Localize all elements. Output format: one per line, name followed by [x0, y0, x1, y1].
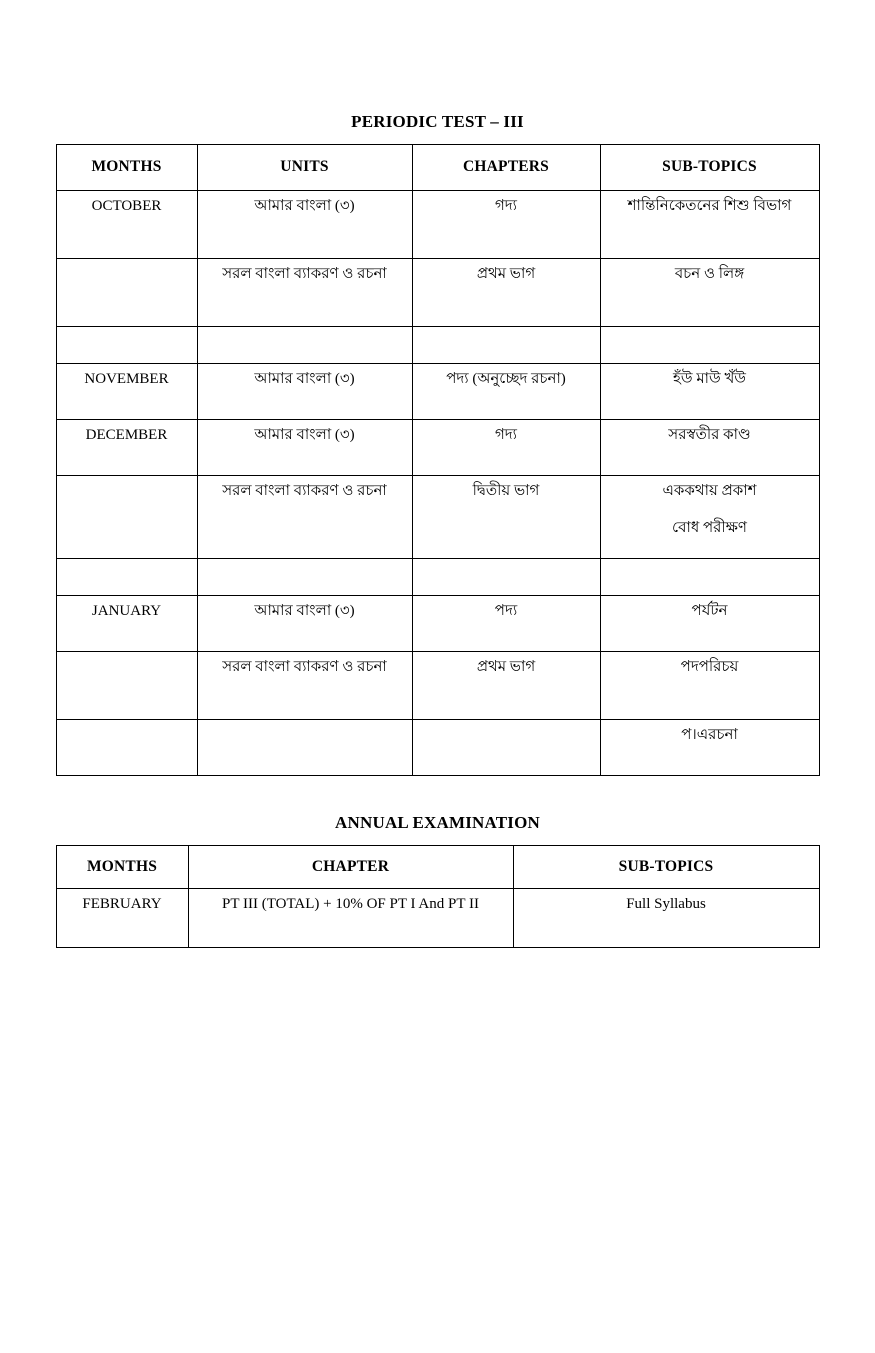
cell-chapters: পদ্য: [412, 596, 600, 652]
cell-months: [56, 559, 197, 596]
column-header-chapter: CHAPTER: [188, 846, 513, 889]
document-page: [0, 112, 875, 1353]
cell-subtopics: [600, 559, 819, 596]
cell-months: DECEMBER: [56, 420, 197, 476]
column-header-subtopics: SUB-TOPICS: [600, 145, 819, 191]
column-header-months: MONTHS: [56, 145, 197, 191]
cell-units: আমার বাংলা (৩): [197, 364, 412, 420]
cell-chapters: পদ্য (অনুচ্ছেদ রচনা): [412, 364, 600, 420]
cell-chapters: [412, 720, 600, 776]
cell-months: [56, 259, 197, 327]
cell-chapters: [412, 559, 600, 596]
column-header-subtopics: SUB-TOPICS: [513, 846, 819, 889]
cell-subtopics: হঁউ মাউ খঁউ: [600, 364, 819, 420]
cell-subtopics: সরস্বতীর কাণ্ড: [600, 420, 819, 476]
cell-units: [197, 327, 412, 364]
cell-units: সরল বাংলা ব্যাকরণ ও রচনা: [197, 476, 412, 559]
cell-months: [56, 720, 197, 776]
cell-subtopics: [600, 327, 819, 364]
page-title-periodic-test: PERIODIC TEST – III: [351, 112, 524, 131]
subtopic-line-1: এককথায় প্রকাশ: [662, 483, 757, 499]
subtopic-line-2: বোধ পরীক্ষণ: [672, 519, 747, 536]
cell-units: আমার বাংলা (৩): [197, 596, 412, 652]
cell-subtopics: Full Syllabus: [513, 889, 819, 948]
periodic-test-table: [56, 144, 820, 776]
cell-subtopics: পর্যটন: [600, 596, 819, 652]
cell-chapters: দ্বিতীয় ভাগ: [412, 476, 600, 559]
page-title-annual-examination: ANNUAL EXAMINATION: [335, 813, 540, 832]
table-row: [56, 652, 819, 720]
table-row: [56, 596, 819, 652]
cell-months: OCTOBER: [56, 191, 197, 259]
annual-examination-table: [56, 845, 820, 948]
table-row: [56, 889, 819, 948]
cell-chapters: প্রথম ভাগ: [412, 259, 600, 327]
cell-units: আমার বাংলা (৩): [197, 191, 412, 259]
table-row: [56, 364, 819, 420]
cell-units: [197, 559, 412, 596]
cell-subtopics: প।এরচনা: [600, 720, 819, 776]
table-row-empty: [56, 559, 819, 596]
cell-months: FEBRUARY: [56, 889, 188, 948]
table-header-row: [56, 846, 819, 889]
cell-subtopics: পদপরিচয়: [600, 652, 819, 720]
cell-chapter: PT III (TOTAL) + 10% OF PT I And PT II: [188, 889, 513, 948]
table-row: [56, 191, 819, 259]
cell-chapters: গদ্য: [412, 420, 600, 476]
cell-months: [56, 476, 197, 559]
cell-chapters: গদ্য: [412, 191, 600, 259]
cell-months: NOVEMBER: [56, 364, 197, 420]
cell-chapters: প্রথম ভাগ: [412, 652, 600, 720]
cell-months: [56, 327, 197, 364]
cell-months: JANUARY: [56, 596, 197, 652]
cell-months: [56, 652, 197, 720]
cell-units: আমার বাংলা (৩): [197, 420, 412, 476]
cell-units: সরল বাংলা ব্যাকরণ ও রচনা: [197, 652, 412, 720]
cell-units: [197, 720, 412, 776]
table-row-empty: [56, 327, 819, 364]
column-header-months: MONTHS: [56, 846, 188, 889]
cell-chapters: [412, 327, 600, 364]
table-row: [56, 420, 819, 476]
cell-subtopics: শান্তিনিকেতনের শিশু বিভাগ: [600, 191, 819, 259]
table-header-row: [56, 145, 819, 191]
cell-subtopics: বচন ও লিঙ্গ: [600, 259, 819, 327]
table-row: [56, 259, 819, 327]
cell-subtopics: [600, 476, 819, 559]
table-row: [56, 476, 819, 559]
column-header-chapters: CHAPTERS: [412, 145, 600, 191]
cell-units: সরল বাংলা ব্যাকরণ ও রচনা: [197, 259, 412, 327]
column-header-units: UNITS: [197, 145, 412, 191]
table-row: [56, 720, 819, 776]
